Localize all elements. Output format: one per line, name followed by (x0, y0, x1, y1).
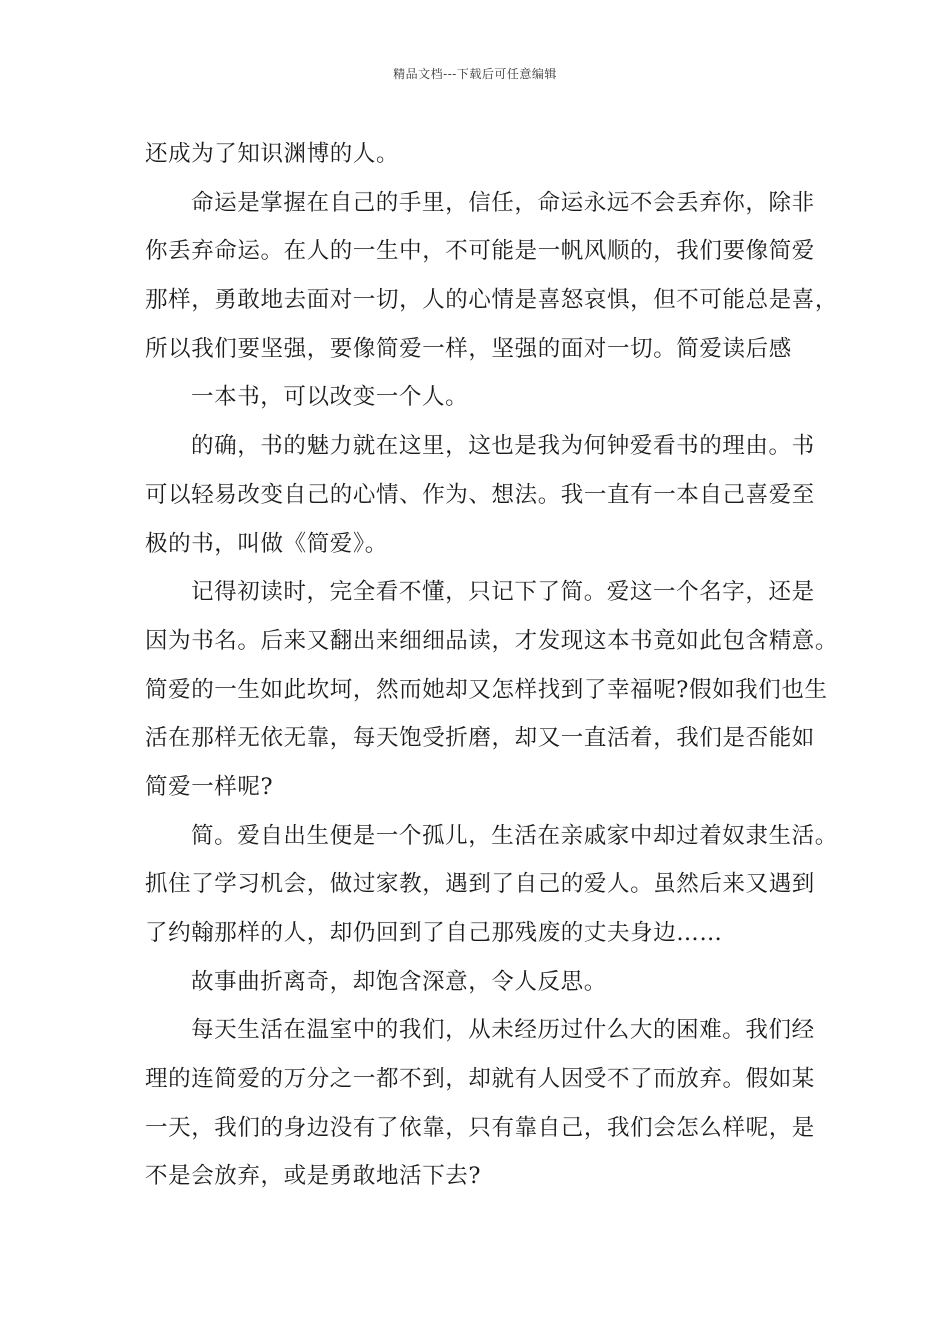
paragraph (145, 422, 813, 568)
text-line: 记得初读时，完全看不懂，只记下了简。爱这一个名字，还是 (191, 579, 815, 606)
paragraph (145, 179, 839, 374)
text-line: 还成为了知识渊博的人。 (145, 141, 400, 167)
text-line: 一天，我们的身边没有了依靠，只有靠自己，我们会怎么样呢，是 (145, 1114, 815, 1141)
paragraph (145, 1006, 813, 1201)
text-line: 简。爱自出生便是一个孤儿，生活在亲戚家中却过着奴隶生活。 (191, 822, 838, 849)
text-line: 简爱的一生如此坎坷，然而她却又怎样找到了幸福呢?假如我们也生 (145, 676, 828, 703)
page-header: 精品文档---下载后可任意编辑 (393, 67, 557, 81)
text-line: 可以轻易改变自己的心情、作为、想法。我一直有一本自己喜爱至 (145, 481, 815, 508)
paragraph (145, 130, 813, 179)
text-line: 一本书，可以改变一个人。 (191, 384, 469, 411)
text-line: 你丢弃命运。在人的一生中，不可能是一帆风顺的，我们要像简爱 (145, 238, 815, 265)
paragraph (145, 958, 813, 1007)
text-line: 每天生活在温室中的我们，从未经历过什么大的困难。我们经 (191, 1017, 815, 1044)
text-line: 所以我们要坚强，要像简爱一样，坚强的面对一切。简爱读后感 (145, 335, 792, 362)
text-line: 命运是掌握在自己的手里，信任，命运永远不会丢弃你，除非 (191, 189, 815, 216)
text-line: 那样，勇敢地去面对一切，人的心情是喜怒哀惧，但不可能总是喜， (145, 287, 839, 314)
text-line: 故事曲折离奇，却饱含深意，令人反思。 (191, 968, 607, 995)
paragraph (145, 373, 813, 422)
paragraph (145, 568, 839, 811)
text-line: 的确，书的魅力就在这里，这也是我为何钟爱看书的理由。书 (191, 433, 815, 460)
text-line: 理的连简爱的万分之一都不到，却就有人因受不了而放弃。假如某 (145, 1066, 815, 1093)
document-body (145, 130, 839, 1201)
text-line: 极的书，叫做《简爱》。 (145, 530, 388, 557)
text-line: 因为书名。后来又翻出来细细品读，才发现这本书竟如此包含精意。 (145, 627, 839, 654)
text-line: 简爱一样呢? (145, 773, 274, 800)
text-line: 了约翰那样的人，却仍回到了自己那残废的丈夫身边…… (145, 920, 723, 946)
text-line: 不是会放弃，或是勇敢地活下去? (145, 1163, 482, 1190)
paragraph (145, 812, 838, 958)
text-line: 抓住了学习机会，做过家教，遇到了自己的爱人。虽然后来又遇到 (145, 871, 815, 898)
text-line: 活在那样无依无靠，每天饱受折磨，却又一直活着，我们是否能如 (145, 725, 815, 752)
